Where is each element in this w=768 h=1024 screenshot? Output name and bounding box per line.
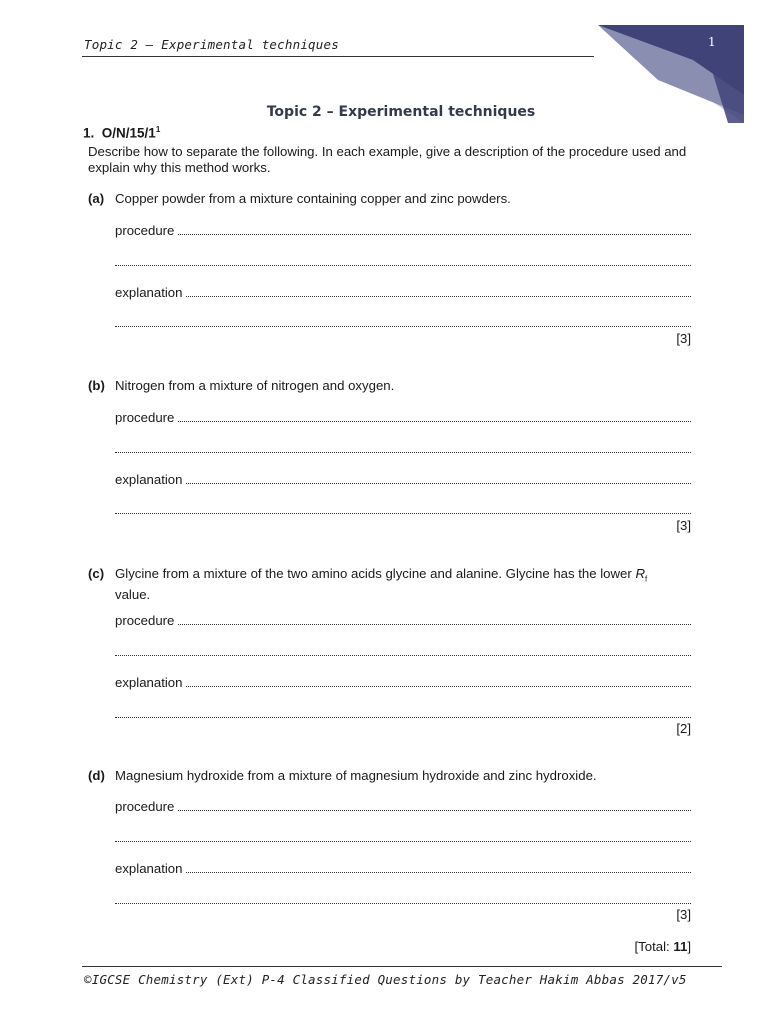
rf-symbol: R <box>635 566 645 581</box>
question-intro: Describe how to separate the following. In each example, give a description of the procedure used and explain why this method works. <box>88 144 687 175</box>
part-d-label: (d) <box>88 768 105 783</box>
part-b-explanation-line <box>115 471 691 487</box>
page-number: 1 <box>708 35 716 49</box>
part-b-label: (b) <box>88 378 105 393</box>
procedure-label: procedure <box>115 613 175 628</box>
question-number: 1. <box>83 125 95 141</box>
explanation-label: explanation <box>115 675 183 690</box>
explanation-label: explanation <box>115 285 183 300</box>
rf-subscript: f <box>644 574 648 584</box>
part-d-marks: [3] <box>676 907 691 922</box>
explanation-label: explanation <box>115 472 183 487</box>
page-title: Topic 2 – Experimental techniques <box>266 104 536 120</box>
footer-rule <box>82 966 722 967</box>
answer-dots <box>115 452 691 453</box>
part-c-text-end: value. <box>115 587 151 603</box>
question-reference-sup: 1 <box>155 125 161 134</box>
part-b-procedure-line <box>115 409 691 425</box>
procedure-label: procedure <box>115 223 175 238</box>
question-reference: O/N/15/1 <box>101 125 156 141</box>
answer-dots <box>115 841 691 842</box>
part-b-marks: [3] <box>676 518 691 533</box>
procedure-label: procedure <box>115 410 175 425</box>
answer-dots <box>115 265 691 266</box>
part-a-marks: [3] <box>676 331 691 346</box>
answer-dots <box>115 513 691 514</box>
procedure-label: procedure <box>115 799 175 814</box>
answer-dots <box>178 234 691 235</box>
answer-dots <box>186 296 691 297</box>
explanation-label: explanation <box>115 861 183 876</box>
part-c-text-main: Glycine from a mixture of the two amino acids glycine and alanine. Glycine has the lower <box>115 566 636 581</box>
total-prefix: [Total: <box>634 939 674 954</box>
part-b-answer-line <box>115 501 691 517</box>
answer-dots <box>115 717 691 718</box>
part-b-answer-line <box>115 440 691 456</box>
total-suffix: ] <box>687 939 691 954</box>
part-c-label: (c) <box>88 566 105 581</box>
question-heading <box>83 125 160 141</box>
answer-dots <box>178 810 691 811</box>
answer-dots <box>115 326 691 327</box>
total-marks <box>635 939 691 954</box>
answer-dots <box>186 483 691 484</box>
part-d-explanation-line <box>115 860 691 876</box>
running-header: Topic 2 – Experimental techniques <box>84 37 339 52</box>
part-c-procedure-line <box>115 612 691 628</box>
header-rule <box>82 56 594 57</box>
part-b-text: Nitrogen from a mixture of nitrogen and oxygen. <box>115 378 395 393</box>
part-a-answer-line <box>115 314 691 330</box>
part-c-marks: [2] <box>676 721 691 736</box>
answer-dots <box>115 655 691 656</box>
part-d-answer-line <box>115 891 691 907</box>
part-c-text <box>115 566 695 603</box>
answer-dots <box>115 903 691 904</box>
part-c-answer-line <box>115 705 691 721</box>
part-d-text: Magnesium hydroxide from a mixture of magnesium hydroxide and zinc hydroxide. <box>115 768 597 783</box>
part-c-explanation-line <box>115 674 691 690</box>
answer-dots <box>186 686 691 687</box>
part-d-procedure-line <box>115 798 691 814</box>
part-a-procedure-line <box>115 222 691 238</box>
total-value: 11 <box>673 939 688 954</box>
answer-dots <box>178 624 691 625</box>
answer-dots <box>186 872 691 873</box>
part-a-text: Copper powder from a mixture containing copper and zinc powders. <box>115 191 511 206</box>
part-a-label: (a) <box>88 191 105 206</box>
part-a-answer-line <box>115 253 691 269</box>
part-d-answer-line <box>115 829 691 845</box>
part-c-answer-line <box>115 643 691 659</box>
footer-credit: ©IGCSE Chemistry (Ext) P-4 Classified Questions by Teacher Hakim Abbas 2017/v5 <box>84 972 687 987</box>
answer-dots <box>178 421 691 422</box>
part-a-explanation-line <box>115 284 691 300</box>
